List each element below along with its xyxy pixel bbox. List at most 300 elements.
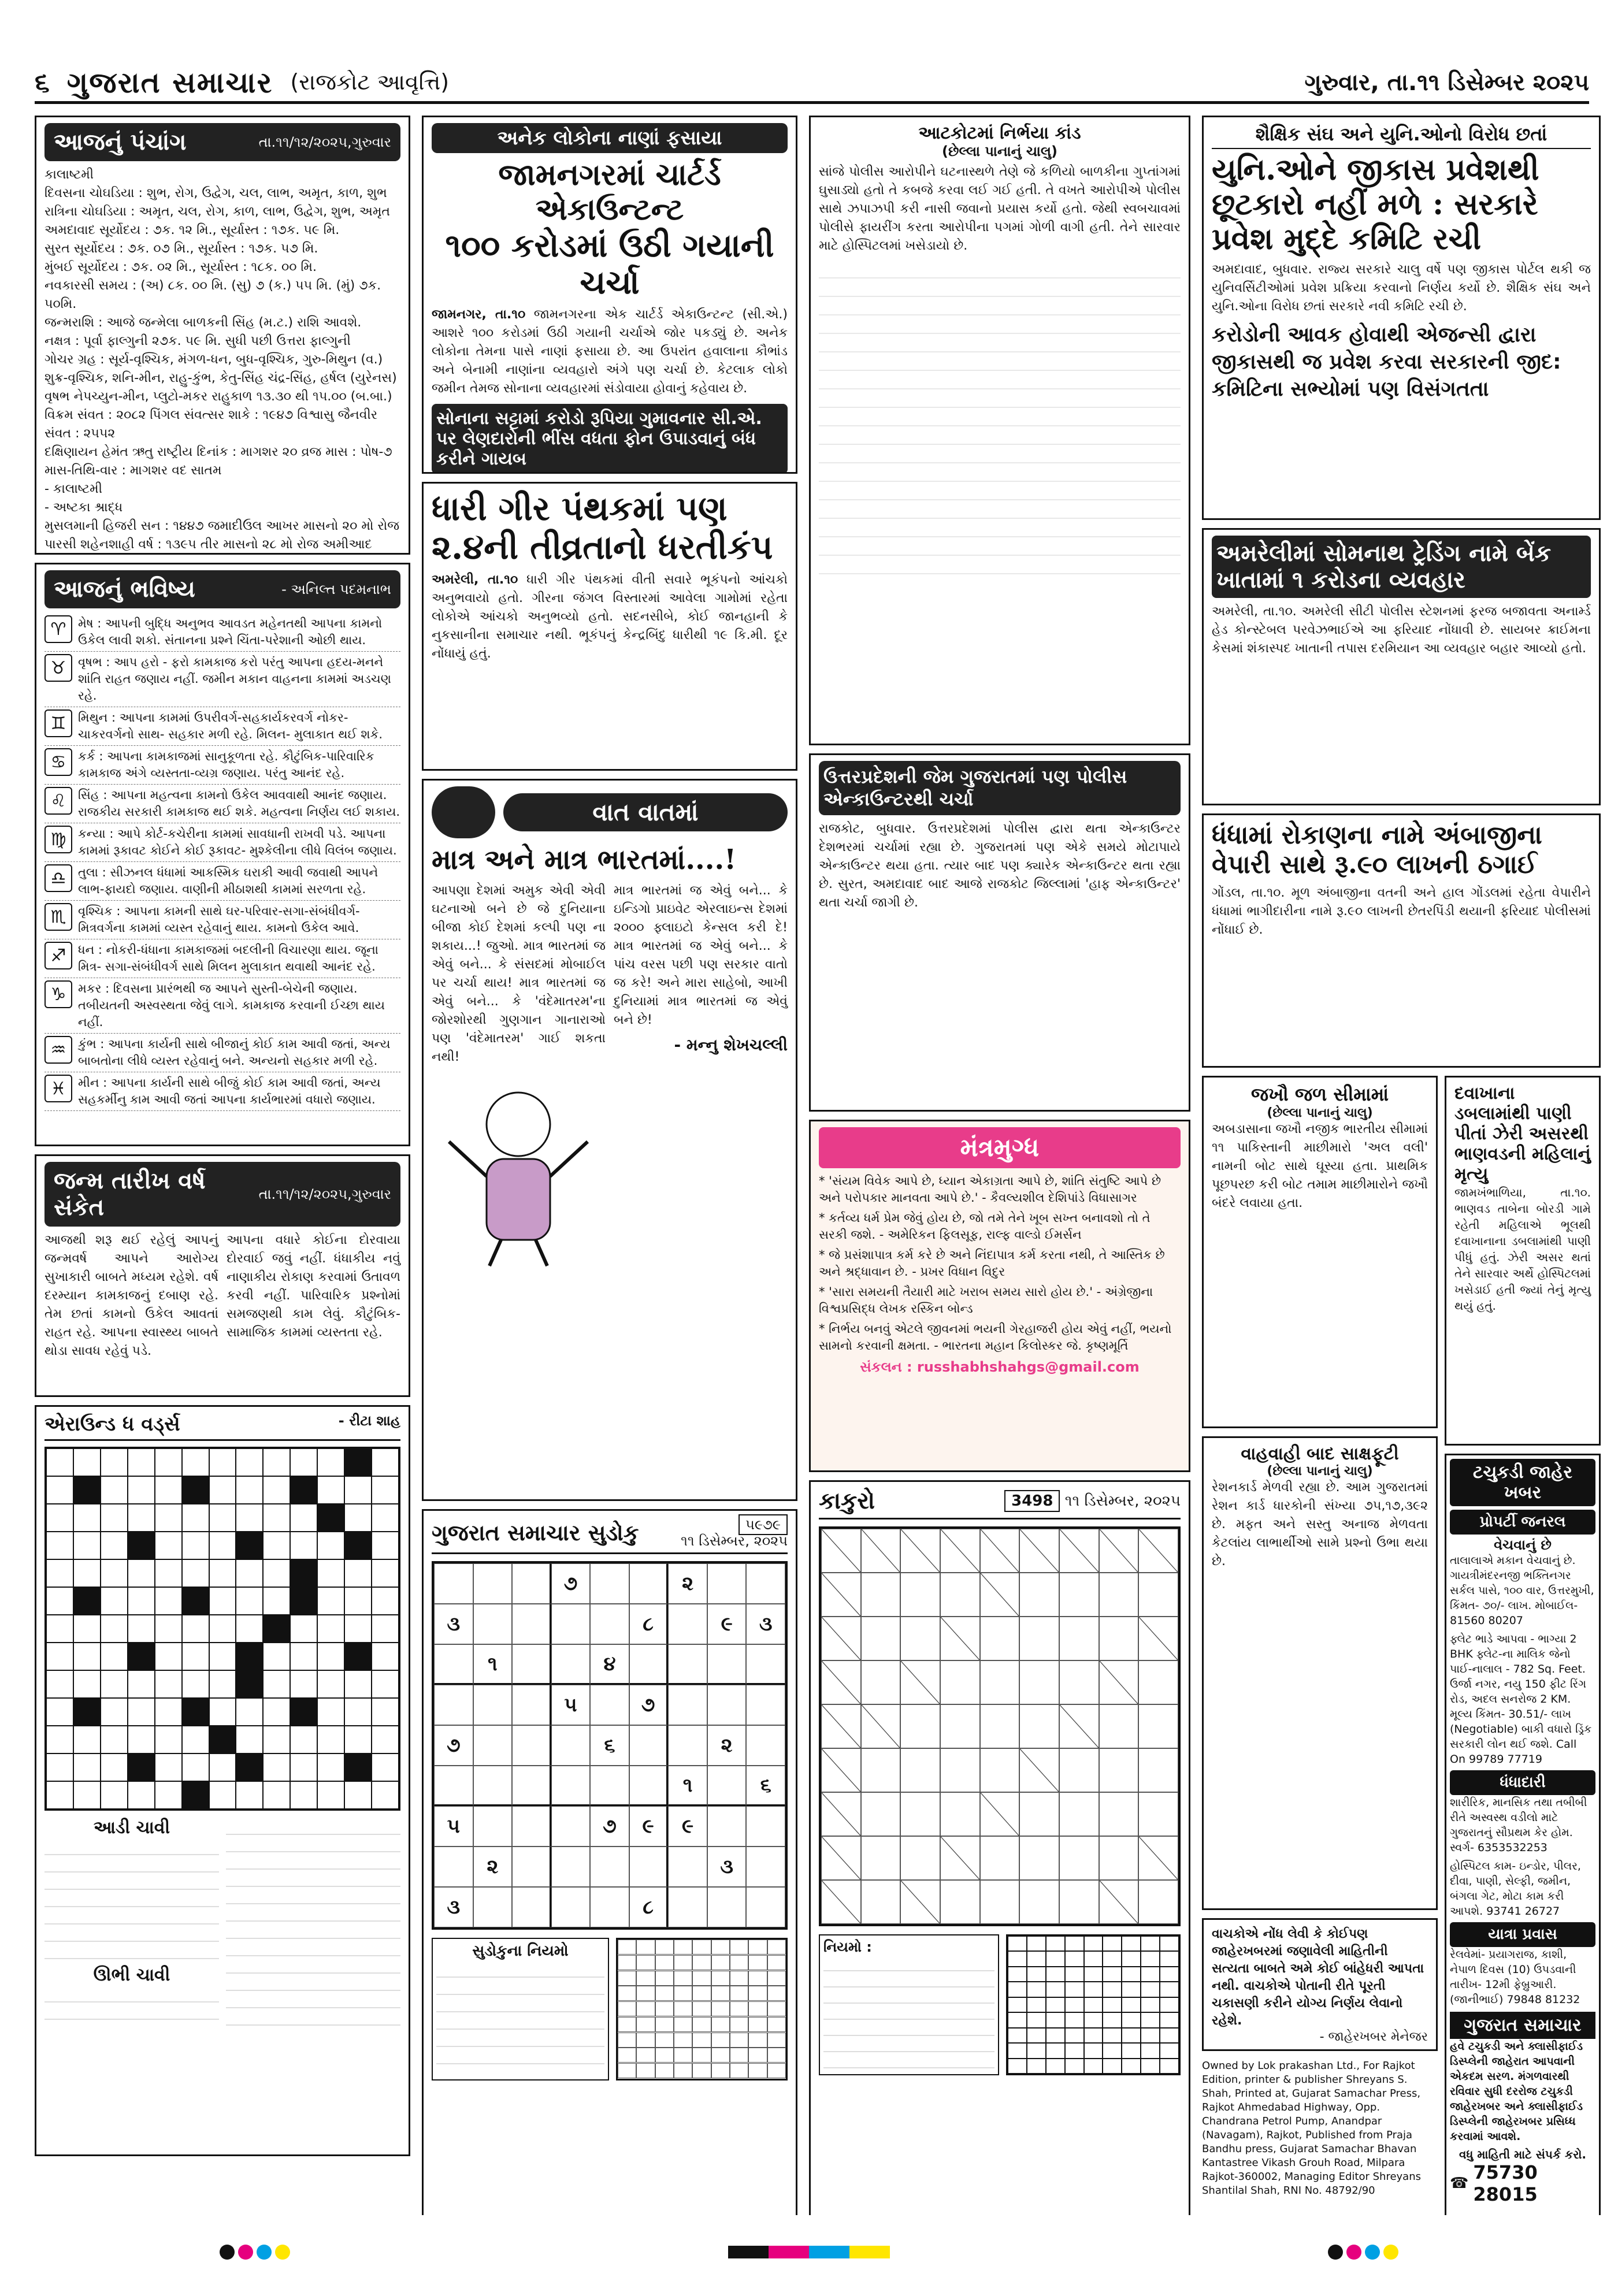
sudoku-cell[interactable] xyxy=(551,1644,591,1685)
kakuro-cell[interactable] xyxy=(1138,1704,1178,1748)
crossword-cell[interactable] xyxy=(372,1448,399,1476)
kakuro-cell[interactable] xyxy=(1099,1573,1139,1617)
sudoku-cell[interactable] xyxy=(512,1887,551,1927)
crossword-cell[interactable] xyxy=(46,1504,73,1532)
kakuro-cell[interactable] xyxy=(1099,1792,1139,1836)
kakuro-cell[interactable] xyxy=(1019,1573,1059,1617)
crossword-cell[interactable] xyxy=(73,1643,101,1670)
kakuro-cell[interactable] xyxy=(940,1748,980,1792)
kakuro-cell[interactable] xyxy=(1019,1660,1059,1704)
crossword-cell[interactable] xyxy=(155,1476,182,1504)
sudoku-cell[interactable] xyxy=(473,1766,513,1806)
crossword-cell[interactable] xyxy=(344,1504,372,1532)
sudoku-cell[interactable] xyxy=(707,1887,747,1927)
sudoku-cell[interactable] xyxy=(512,1847,551,1887)
crossword-cell[interactable] xyxy=(290,1532,317,1559)
sudoku-cell[interactable] xyxy=(668,1725,707,1766)
crossword-cell[interactable] xyxy=(372,1643,399,1670)
crossword-cell[interactable] xyxy=(73,1753,101,1781)
crossword-cell[interactable] xyxy=(317,1643,344,1670)
crossword-cell[interactable] xyxy=(317,1476,344,1504)
sudoku-cell[interactable] xyxy=(473,1806,513,1847)
crossword-cell[interactable] xyxy=(101,1532,128,1559)
sudoku-cell[interactable]: ૯ xyxy=(707,1604,747,1644)
sudoku-cell[interactable] xyxy=(668,1685,707,1725)
crossword-cell[interactable] xyxy=(46,1615,73,1643)
crossword-cell[interactable] xyxy=(236,1698,263,1726)
sudoku-cell[interactable] xyxy=(434,1563,473,1604)
sudoku-cell[interactable] xyxy=(590,1604,629,1644)
crossword-cell[interactable] xyxy=(209,1753,236,1781)
crossword-cell[interactable] xyxy=(209,1448,236,1476)
sudoku-cell[interactable] xyxy=(473,1563,513,1604)
crossword-cell[interactable] xyxy=(73,1615,101,1643)
kakuro-cell[interactable] xyxy=(861,1617,901,1660)
sudoku-cell[interactable] xyxy=(434,1847,473,1887)
sudoku-cell[interactable] xyxy=(512,1644,551,1685)
crossword-cell[interactable] xyxy=(263,1448,290,1476)
sudoku-cell[interactable]: ૭ xyxy=(434,1725,473,1766)
kakuro-cell[interactable] xyxy=(940,1573,980,1617)
sudoku-cell[interactable] xyxy=(473,1685,513,1725)
sudoku-cell[interactable] xyxy=(746,1644,785,1685)
sudoku-cell[interactable] xyxy=(551,1766,591,1806)
kakuro-cell[interactable] xyxy=(900,1573,940,1617)
crossword-cell[interactable] xyxy=(155,1670,182,1698)
crossword-cell[interactable] xyxy=(263,1753,290,1781)
sudoku-cell[interactable] xyxy=(512,1685,551,1725)
horoscope-item xyxy=(44,823,400,862)
crossword-cell[interactable] xyxy=(236,1587,263,1615)
crossword-cell[interactable] xyxy=(73,1726,101,1753)
kakuro-answer-cell xyxy=(1008,2028,1027,2043)
kakuro-cell[interactable] xyxy=(861,1836,901,1880)
crossword-cell[interactable] xyxy=(128,1448,155,1476)
crossword-cell[interactable] xyxy=(155,1698,182,1726)
crossword-cell[interactable] xyxy=(101,1726,128,1753)
sudoku-cell[interactable] xyxy=(473,1725,513,1766)
crossword-cell[interactable] xyxy=(209,1643,236,1670)
sudoku-cell[interactable] xyxy=(590,1847,629,1887)
kakuro-cell[interactable] xyxy=(1138,1748,1178,1792)
sudoku-cell[interactable]: ૫ xyxy=(434,1806,473,1847)
sudoku-cell[interactable]: ૩ xyxy=(434,1604,473,1644)
sudoku-cell[interactable]: ૩ xyxy=(746,1604,785,1644)
sudoku-cell[interactable] xyxy=(473,1887,513,1927)
crossword-cell[interactable] xyxy=(236,1504,263,1532)
crossword-cell[interactable] xyxy=(209,1698,236,1726)
sudoku-cell[interactable]: ૨ xyxy=(668,1563,707,1604)
crossword-cell[interactable] xyxy=(209,1476,236,1504)
kakuro-cell[interactable] xyxy=(900,1748,940,1792)
kakuro-cell[interactable] xyxy=(1138,1573,1178,1617)
kakuro-cell[interactable] xyxy=(980,1748,1020,1792)
crossword-cell[interactable] xyxy=(155,1504,182,1532)
kakuro-cell[interactable] xyxy=(940,1660,980,1704)
crossword-cell[interactable] xyxy=(317,1726,344,1753)
crossword-cell[interactable] xyxy=(372,1698,399,1726)
crossword-cell[interactable] xyxy=(317,1587,344,1615)
sudoku-cell[interactable] xyxy=(668,1887,707,1927)
crossword-cell[interactable] xyxy=(209,1615,236,1643)
sudoku-grid[interactable] xyxy=(432,1561,788,1930)
crossword-cell[interactable] xyxy=(182,1559,209,1587)
crossword-cell[interactable] xyxy=(290,1781,317,1809)
crossword-cell[interactable] xyxy=(46,1781,73,1809)
atkot-body: સાંજે પોલીસ આરોપીને ઘટનાસ્થળે તેણે જે કળિયો બાળકીના ગુપ્તાંગમાં ઘુસાડ્યો હતો તે કબજે કરવા લઈ ગઈ હતી. તે વખતે આરોપીએ પોલીસ સાથે ઝપાઝપી કરી નાસી જવાનો પ્રયાસ કર્યો હતો. જેથી સ્વબચાવમાં પોલીસે ફાયરીંગ કરતા આરોપીના પગમાં ગોળી વાગી હતી. તેને સારવાર માટે હોસ્પિટલમાં ખસેડાયો છે. xyxy=(819,165,1181,253)
sudoku-cell[interactable] xyxy=(434,1766,473,1806)
crossword-cell[interactable] xyxy=(73,1448,101,1476)
crossword-cell[interactable] xyxy=(101,1448,128,1476)
sudoku-cell[interactable] xyxy=(746,1563,785,1604)
sudoku-cell[interactable] xyxy=(551,1806,591,1847)
crossword-cell[interactable] xyxy=(182,1448,209,1476)
crossword-cell[interactable] xyxy=(236,1448,263,1476)
kakuro-cell[interactable] xyxy=(1019,1836,1059,1880)
crossword-cell[interactable] xyxy=(290,1753,317,1781)
sudoku-cell[interactable] xyxy=(590,1766,629,1806)
crossword-cell[interactable] xyxy=(263,1476,290,1504)
sudoku-cell[interactable] xyxy=(551,1887,591,1927)
crossword-cell[interactable] xyxy=(46,1476,73,1504)
kakuro-cell[interactable] xyxy=(1138,1792,1178,1836)
crossword-cell[interactable] xyxy=(372,1476,399,1504)
sudoku-cell[interactable] xyxy=(668,1604,707,1644)
crossword-cell[interactable] xyxy=(317,1532,344,1559)
kakuro-cell[interactable] xyxy=(940,1880,980,1924)
crossword-cell[interactable] xyxy=(155,1532,182,1559)
crossword-cell[interactable] xyxy=(101,1504,128,1532)
crossword-cell[interactable] xyxy=(46,1559,73,1587)
crossword-cell[interactable] xyxy=(155,1587,182,1615)
crossword-cell[interactable] xyxy=(236,1559,263,1587)
sudoku-cell[interactable]: ૫ xyxy=(551,1685,591,1725)
crossword-cell[interactable] xyxy=(236,1615,263,1643)
sudoku-answer-cell xyxy=(655,2048,674,2063)
crossword-grid[interactable] xyxy=(44,1447,400,1811)
crossword-cell[interactable] xyxy=(372,1670,399,1698)
sudoku-cell[interactable]: ૪ xyxy=(590,1644,629,1685)
crossword-cell[interactable] xyxy=(372,1559,399,1587)
sudoku-cell[interactable] xyxy=(590,1887,629,1927)
crossword-cell[interactable] xyxy=(317,1781,344,1809)
sudoku-cell[interactable] xyxy=(512,1563,551,1604)
crossword-cell[interactable] xyxy=(317,1698,344,1726)
sudoku-cell[interactable] xyxy=(473,1604,513,1644)
sudoku-cell[interactable] xyxy=(668,1847,707,1887)
crossword-cell[interactable] xyxy=(290,1615,317,1643)
sudoku-cell[interactable] xyxy=(746,1725,785,1766)
crossword-cell[interactable] xyxy=(128,1559,155,1587)
crossword-cell[interactable] xyxy=(236,1781,263,1809)
kakuro-cell[interactable] xyxy=(1059,1792,1099,1836)
sudoku-cell[interactable]: ૬ xyxy=(746,1766,785,1806)
sudoku-cell[interactable] xyxy=(746,1806,785,1847)
gondal-headline: ધંધામાં રોકાણના નામે અંબાજીના વેપારી સાથે રૂ.૯૦ લાખની ઠગાઈ xyxy=(1212,820,1542,879)
kakuro-cell[interactable] xyxy=(940,1792,980,1836)
crossword-cell[interactable] xyxy=(372,1504,399,1532)
crossword-cell[interactable] xyxy=(73,1670,101,1698)
crossword-cell[interactable] xyxy=(101,1643,128,1670)
crossword-cell[interactable] xyxy=(101,1670,128,1698)
sudoku-cell[interactable] xyxy=(551,1604,591,1644)
sudoku-cell[interactable] xyxy=(512,1725,551,1766)
sudoku-cell[interactable]: ૨ xyxy=(473,1847,513,1887)
kakuro-cell[interactable] xyxy=(1059,1880,1099,1924)
crossword-cell[interactable] xyxy=(263,1726,290,1753)
crossword-cell[interactable] xyxy=(344,1781,372,1809)
crossword-cell[interactable] xyxy=(317,1670,344,1698)
kakuro-cell[interactable] xyxy=(1019,1792,1059,1836)
kakuro-cell[interactable] xyxy=(980,1836,1020,1880)
sudoku-cell[interactable] xyxy=(512,1766,551,1806)
sudoku-cell[interactable]: ૬ xyxy=(590,1725,629,1766)
kakuro-cell[interactable] xyxy=(861,1660,901,1704)
kakuro-cell[interactable] xyxy=(1099,1748,1139,1792)
kakuro-cell[interactable] xyxy=(900,1617,940,1660)
crossword-cell[interactable] xyxy=(317,1559,344,1587)
sudoku-cell[interactable]: ૧ xyxy=(668,1766,707,1806)
kakuro-cell[interactable] xyxy=(861,1748,901,1792)
crossword-cell[interactable] xyxy=(46,1532,73,1559)
sudoku-cell[interactable]: ૮ xyxy=(629,1887,669,1927)
kakuro-cell[interactable] xyxy=(940,1704,980,1748)
kakuro-cell[interactable] xyxy=(1019,1617,1059,1660)
sudoku-cell[interactable] xyxy=(629,1725,669,1766)
crossword-cell[interactable] xyxy=(344,1615,372,1643)
crossword-cell[interactable] xyxy=(209,1670,236,1698)
sudoku-cell[interactable] xyxy=(746,1847,785,1887)
kakuro-cell[interactable] xyxy=(980,1660,1020,1704)
crossword-cell[interactable] xyxy=(182,1726,209,1753)
sudoku-answer-cell xyxy=(655,2063,674,2078)
kakuro-cell[interactable] xyxy=(861,1880,901,1924)
crossword-cell[interactable] xyxy=(155,1643,182,1670)
crossword-cell[interactable] xyxy=(290,1643,317,1670)
crossword-cell[interactable] xyxy=(344,1559,372,1587)
sudoku-cell[interactable]: ૭ xyxy=(629,1685,669,1725)
kakuro-grid[interactable] xyxy=(819,1526,1181,1926)
sudoku-cell[interactable]: ૮ xyxy=(629,1604,669,1644)
classifieds-title: ટચુકડી જાહેર ખબર xyxy=(1450,1459,1595,1506)
kakuro-cell[interactable] xyxy=(1099,1704,1139,1748)
sudoku-cell[interactable] xyxy=(707,1806,747,1847)
crossword-cell[interactable] xyxy=(344,1587,372,1615)
crossword-cell[interactable] xyxy=(101,1476,128,1504)
crossword-cell[interactable] xyxy=(263,1587,290,1615)
crossword-cell[interactable] xyxy=(46,1670,73,1698)
crossword-cell[interactable] xyxy=(290,1448,317,1476)
crossword-cell[interactable] xyxy=(155,1448,182,1476)
kakuro-clue-cell xyxy=(1138,1529,1178,1573)
crossword-cell[interactable] xyxy=(209,1559,236,1587)
crossword-cell[interactable] xyxy=(263,1643,290,1670)
sudoku-cell[interactable] xyxy=(590,1563,629,1604)
kakuro-answer-cell xyxy=(1160,2012,1179,2027)
crossword-cell[interactable] xyxy=(344,1476,372,1504)
sudoku-cell[interactable] xyxy=(551,1847,591,1887)
sudoku-cell[interactable] xyxy=(746,1685,785,1725)
crossword-cell[interactable] xyxy=(344,1726,372,1753)
sudoku-cell[interactable]: ૯ xyxy=(629,1806,669,1847)
crossword-cell[interactable] xyxy=(128,1476,155,1504)
crossword-cell[interactable] xyxy=(236,1476,263,1504)
crossword-cell[interactable] xyxy=(182,1532,209,1559)
sudoku-cell[interactable]: ૯ xyxy=(668,1806,707,1847)
crossword-cell[interactable] xyxy=(182,1504,209,1532)
sudoku-cell[interactable] xyxy=(668,1644,707,1685)
kakuro-cell[interactable] xyxy=(980,1704,1020,1748)
crossword-cell[interactable] xyxy=(128,1587,155,1615)
kakuro-cell[interactable] xyxy=(1019,1880,1059,1924)
kakuro-cell[interactable] xyxy=(900,1836,940,1880)
kakuro-cell[interactable] xyxy=(1059,1748,1099,1792)
crossword-cell[interactable] xyxy=(182,1615,209,1643)
crossword-cell[interactable] xyxy=(290,1504,317,1532)
sudoku-cell[interactable] xyxy=(707,1644,747,1685)
sudoku-cell[interactable] xyxy=(629,1847,669,1887)
crossword-cell[interactable] xyxy=(101,1559,128,1587)
crossword-cell[interactable] xyxy=(155,1726,182,1753)
crossword-cell[interactable] xyxy=(128,1615,155,1643)
sudoku-cell[interactable] xyxy=(590,1685,629,1725)
crossword-cell[interactable] xyxy=(101,1615,128,1643)
crossword-cell[interactable] xyxy=(372,1615,399,1643)
kakuro-answer-cell xyxy=(1122,2028,1141,2043)
crossword-cell[interactable] xyxy=(372,1532,399,1559)
kakuro-cell[interactable] xyxy=(1099,1617,1139,1660)
crossword-cell[interactable] xyxy=(263,1559,290,1587)
crossword-cell[interactable] xyxy=(73,1532,101,1559)
crossword-cell[interactable] xyxy=(263,1670,290,1698)
kakuro-cell[interactable] xyxy=(1099,1836,1139,1880)
kakuro-clue-cell xyxy=(1059,1704,1099,1748)
crossword-cell[interactable] xyxy=(344,1670,372,1698)
sudoku-cell[interactable] xyxy=(512,1604,551,1644)
kakuro-answer-cell xyxy=(1046,1982,1065,1997)
sudoku-cell[interactable]: ૩ xyxy=(707,1847,747,1887)
crossword-cell[interactable] xyxy=(155,1559,182,1587)
crossword-cell[interactable] xyxy=(182,1643,209,1670)
sudoku-cell[interactable] xyxy=(707,1563,747,1604)
crossword-cell[interactable] xyxy=(209,1587,236,1615)
print-registration-marks xyxy=(0,2242,1618,2265)
crossword-cell[interactable] xyxy=(128,1504,155,1532)
kakuro-cell[interactable] xyxy=(1059,1660,1099,1704)
sudoku-cell[interactable] xyxy=(707,1685,747,1725)
crossword-cell[interactable] xyxy=(209,1532,236,1559)
kakuro-cell[interactable] xyxy=(1059,1836,1099,1880)
crossword-cell[interactable] xyxy=(263,1781,290,1809)
crossword-cell[interactable] xyxy=(372,1726,399,1753)
kakuro-cell[interactable] xyxy=(861,1792,901,1836)
crossword-cell[interactable] xyxy=(128,1781,155,1809)
sudoku-cell[interactable]: ૩ xyxy=(434,1887,473,1927)
crossword-cell[interactable] xyxy=(46,1587,73,1615)
crossword-cell[interactable] xyxy=(182,1670,209,1698)
crossword-cell[interactable] xyxy=(46,1726,73,1753)
panchang-line: અમદાવાદ સૂર્યોદય : ૭ક. ૧૨ મિ., સૂર્યાસ્ત : ૧૭ક. ૫૯ મિ. xyxy=(44,223,340,237)
crossword-cell[interactable] xyxy=(46,1643,73,1670)
kakuro-cell[interactable] xyxy=(980,1880,1020,1924)
sudoku-cell[interactable] xyxy=(746,1887,785,1927)
crossword-cell[interactable] xyxy=(182,1753,209,1781)
sudoku-answer-cell xyxy=(674,2017,692,2032)
crossword-cell[interactable] xyxy=(263,1532,290,1559)
sudoku-cell[interactable] xyxy=(629,1766,669,1806)
kakuro-cell[interactable] xyxy=(1059,1617,1099,1660)
crossword-cell[interactable] xyxy=(372,1753,399,1781)
kakuro-cell[interactable] xyxy=(1138,1880,1178,1924)
crossword-cell[interactable] xyxy=(128,1726,155,1753)
crossword-cell[interactable] xyxy=(209,1781,236,1809)
sudoku-cell[interactable] xyxy=(434,1685,473,1725)
crossword-cell[interactable] xyxy=(73,1504,101,1532)
crossword-cell[interactable] xyxy=(101,1698,128,1726)
kakuro-cell[interactable] xyxy=(1138,1660,1178,1704)
kakuro-clue-cell xyxy=(821,1573,861,1617)
zodiac-icon: ♑ xyxy=(44,980,72,1008)
kakuro-cell[interactable] xyxy=(980,1617,1020,1660)
crossword-cell[interactable] xyxy=(128,1670,155,1698)
sudoku-cell[interactable] xyxy=(551,1725,591,1766)
sudoku-cell[interactable] xyxy=(512,1806,551,1847)
crossword-cell[interactable] xyxy=(155,1615,182,1643)
sudoku-cell[interactable] xyxy=(629,1563,669,1604)
crossword-cell[interactable] xyxy=(73,1559,101,1587)
crossword-cell[interactable] xyxy=(290,1726,317,1753)
sudoku-cell[interactable] xyxy=(707,1766,747,1806)
kakuro-cell[interactable] xyxy=(861,1573,901,1617)
kakuro-answer-cell xyxy=(1065,1967,1084,1982)
kakuro-cell[interactable] xyxy=(1019,1704,1059,1748)
kakuro-answer-cell xyxy=(1103,2012,1122,2027)
crossword-cell[interactable] xyxy=(73,1781,101,1809)
crossword-cell[interactable] xyxy=(46,1448,73,1476)
crossword-cell[interactable] xyxy=(290,1670,317,1698)
sudoku-cell[interactable]: ૨ xyxy=(707,1725,747,1766)
crossword-cell[interactable] xyxy=(46,1753,73,1781)
sudoku-cell[interactable]: ૧ xyxy=(473,1644,513,1685)
crossword-cell[interactable] xyxy=(101,1781,128,1809)
crossword-cell[interactable] xyxy=(101,1753,128,1781)
crossword-cell[interactable] xyxy=(317,1448,344,1476)
kakuro-cell[interactable] xyxy=(1059,1573,1099,1617)
sudoku-cell[interactable]: ૭ xyxy=(551,1563,591,1604)
sudoku-cell[interactable]: ૭ xyxy=(590,1806,629,1847)
crossword-cell[interactable] xyxy=(46,1698,73,1726)
crossword-cell[interactable] xyxy=(317,1753,344,1781)
crossword-cell[interactable] xyxy=(128,1698,155,1726)
crossword-cell[interactable] xyxy=(236,1726,263,1753)
sudoku-cell[interactable] xyxy=(434,1644,473,1685)
crossword-cell[interactable] xyxy=(155,1781,182,1809)
crossword-cell[interactable] xyxy=(317,1615,344,1643)
crossword-cell[interactable] xyxy=(372,1587,399,1615)
sudoku-cell[interactable] xyxy=(629,1644,669,1685)
kakuro-cell[interactable] xyxy=(900,1792,940,1836)
kakuro-answer-cell xyxy=(1046,1951,1065,1966)
crossword-cell[interactable] xyxy=(101,1587,128,1615)
crossword-cell[interactable] xyxy=(263,1698,290,1726)
crossword-cell[interactable] xyxy=(209,1504,236,1532)
crossword-cell[interactable] xyxy=(372,1781,399,1809)
kakuro-cell[interactable] xyxy=(900,1704,940,1748)
crossword-cell[interactable] xyxy=(155,1753,182,1781)
kakuro-answer-cell xyxy=(1084,2043,1103,2058)
crossword-cell[interactable] xyxy=(263,1504,290,1532)
crossword-cell[interactable] xyxy=(344,1698,372,1726)
